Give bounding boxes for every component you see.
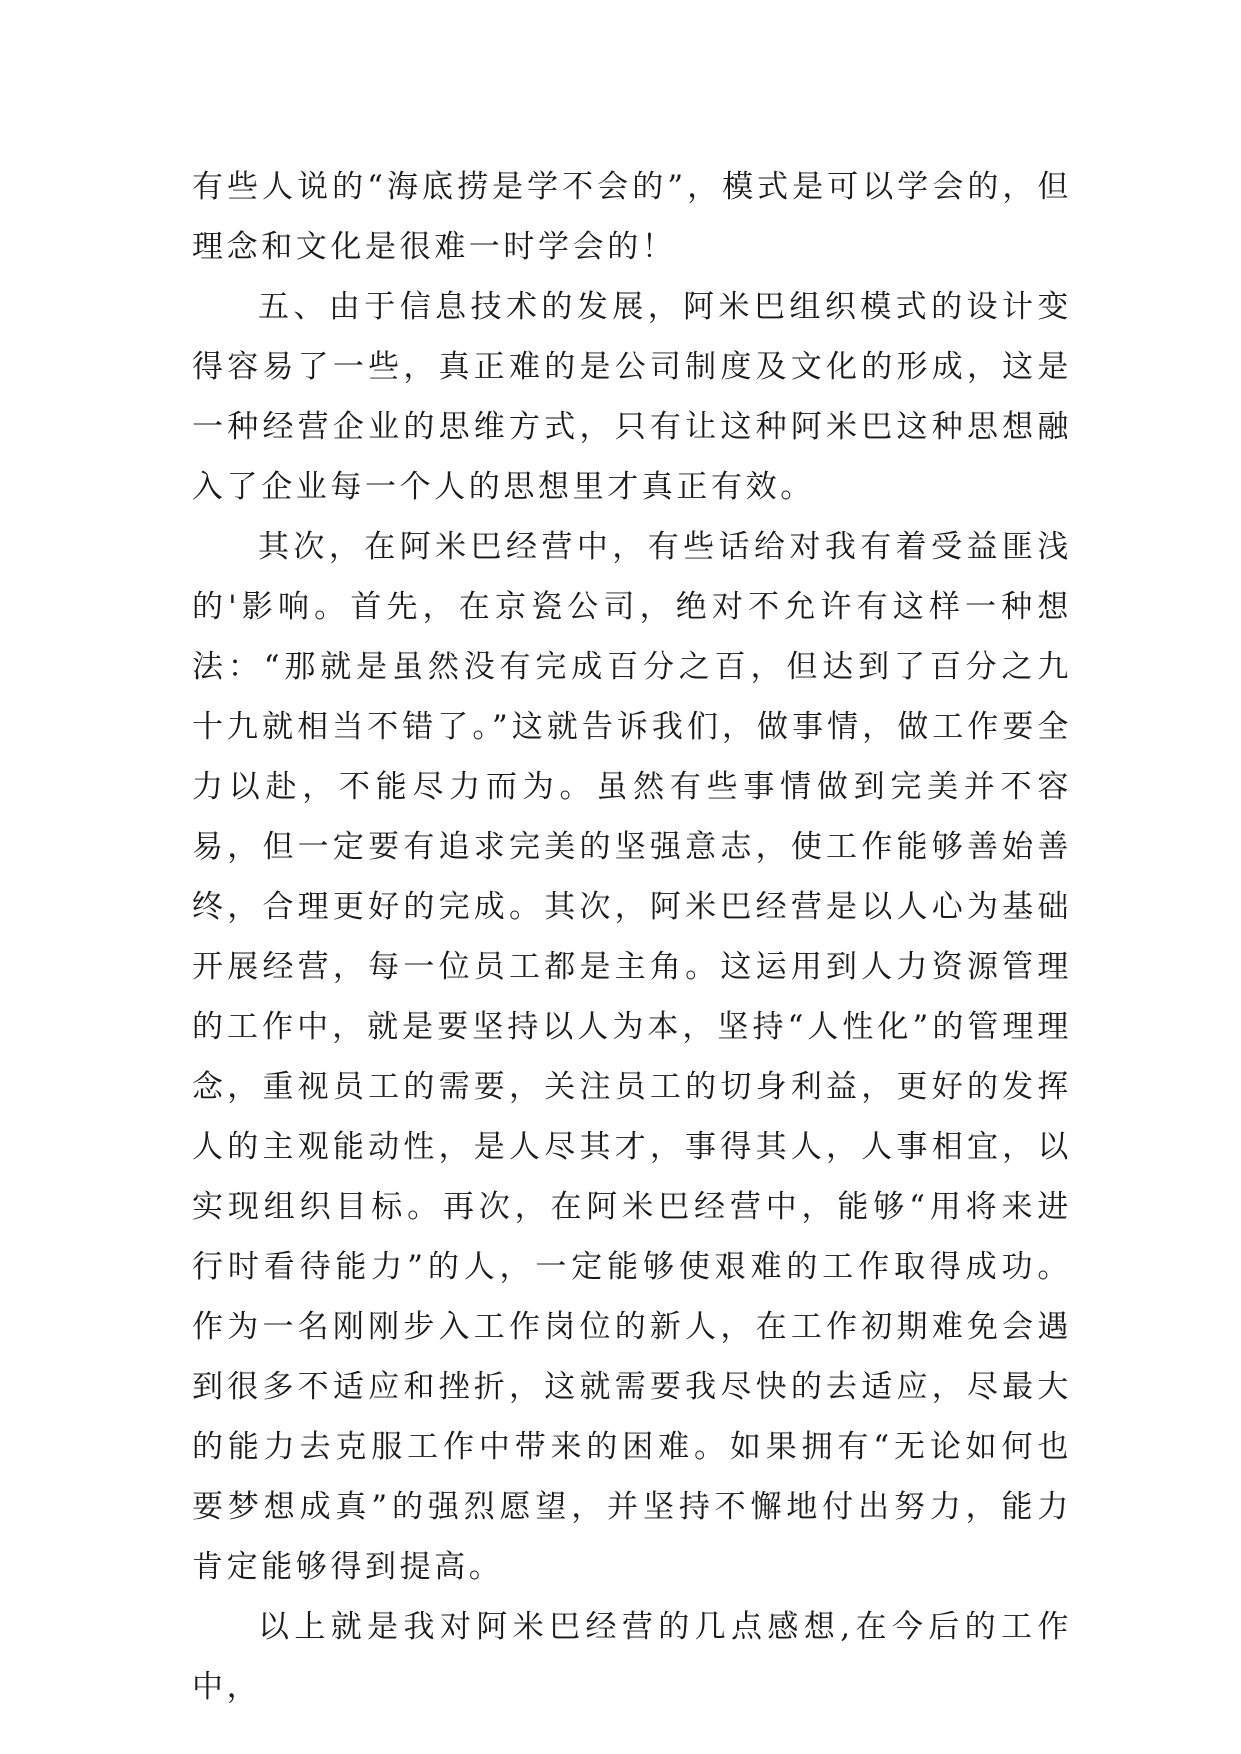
paragraph-amoeba-reflections: 其次，在阿米巴经营中，有些话给对我有着受益匪浅的'影响。首先，在京瓷公司，绝对不允许有这样一种想法：“那就是虽然没有完成百分之百，但达到了百分之九十九就相当不错了。”这就告诉我们，做事情，做工作要全力以赴，不能尽力而为。虽然有些事情做到完美并不容易，但一定要有追求完美的坚强意志，使工作能够善始善终，合理更好的完成。其次，阿米巴经营是以人心为基础开展经营，每一位员工都是主角。这运用到人力资源管理的工作中，就是要坚持以人为本，坚持“人性化”的管理理念，重视员工的需要，关注员工的切身利益，更好的发挥人的主观能动性，是人尽其才，事得其人，人事相宜，以实现组织目标。再次，在阿米巴经营中，能够“用将来进行时看待能力”的人，一定能够使艰难的工作取得成功。作为一名刚刚步入工作岗位的新人，在工作初期难免会遇到很多不适应和挫折，这就需要我尽快的去适应，尽最大的能力去克服工作中带来的困难。如果拥有“无论如何也要梦想成真”的强烈愿望，并坚持不懈地付出努力，能力肯定能够得到提高。 bbox=[192, 529, 1072, 1585]
document-body bbox=[192, 157, 1072, 1717]
paragraph-continued: 有些人说的“海底捞是学不会的”，模式是可以学会的，但理念和文化是很难一时学会的！ bbox=[192, 169, 1072, 265]
paragraph-section-five: 五、由于信息技术的发展，阿米巴组织模式的设计变得容易了一些，真正难的是公司制度及文化的形成，这是一种经营企业的思维方式，只有让这种阿米巴这种思想融入了企业每一个人的思想里才真正有效。 bbox=[192, 289, 1072, 505]
paragraph-conclusion: 以上就是我对阿米巴经营的几点感想,在今后的工作中， bbox=[192, 1609, 1072, 1705]
